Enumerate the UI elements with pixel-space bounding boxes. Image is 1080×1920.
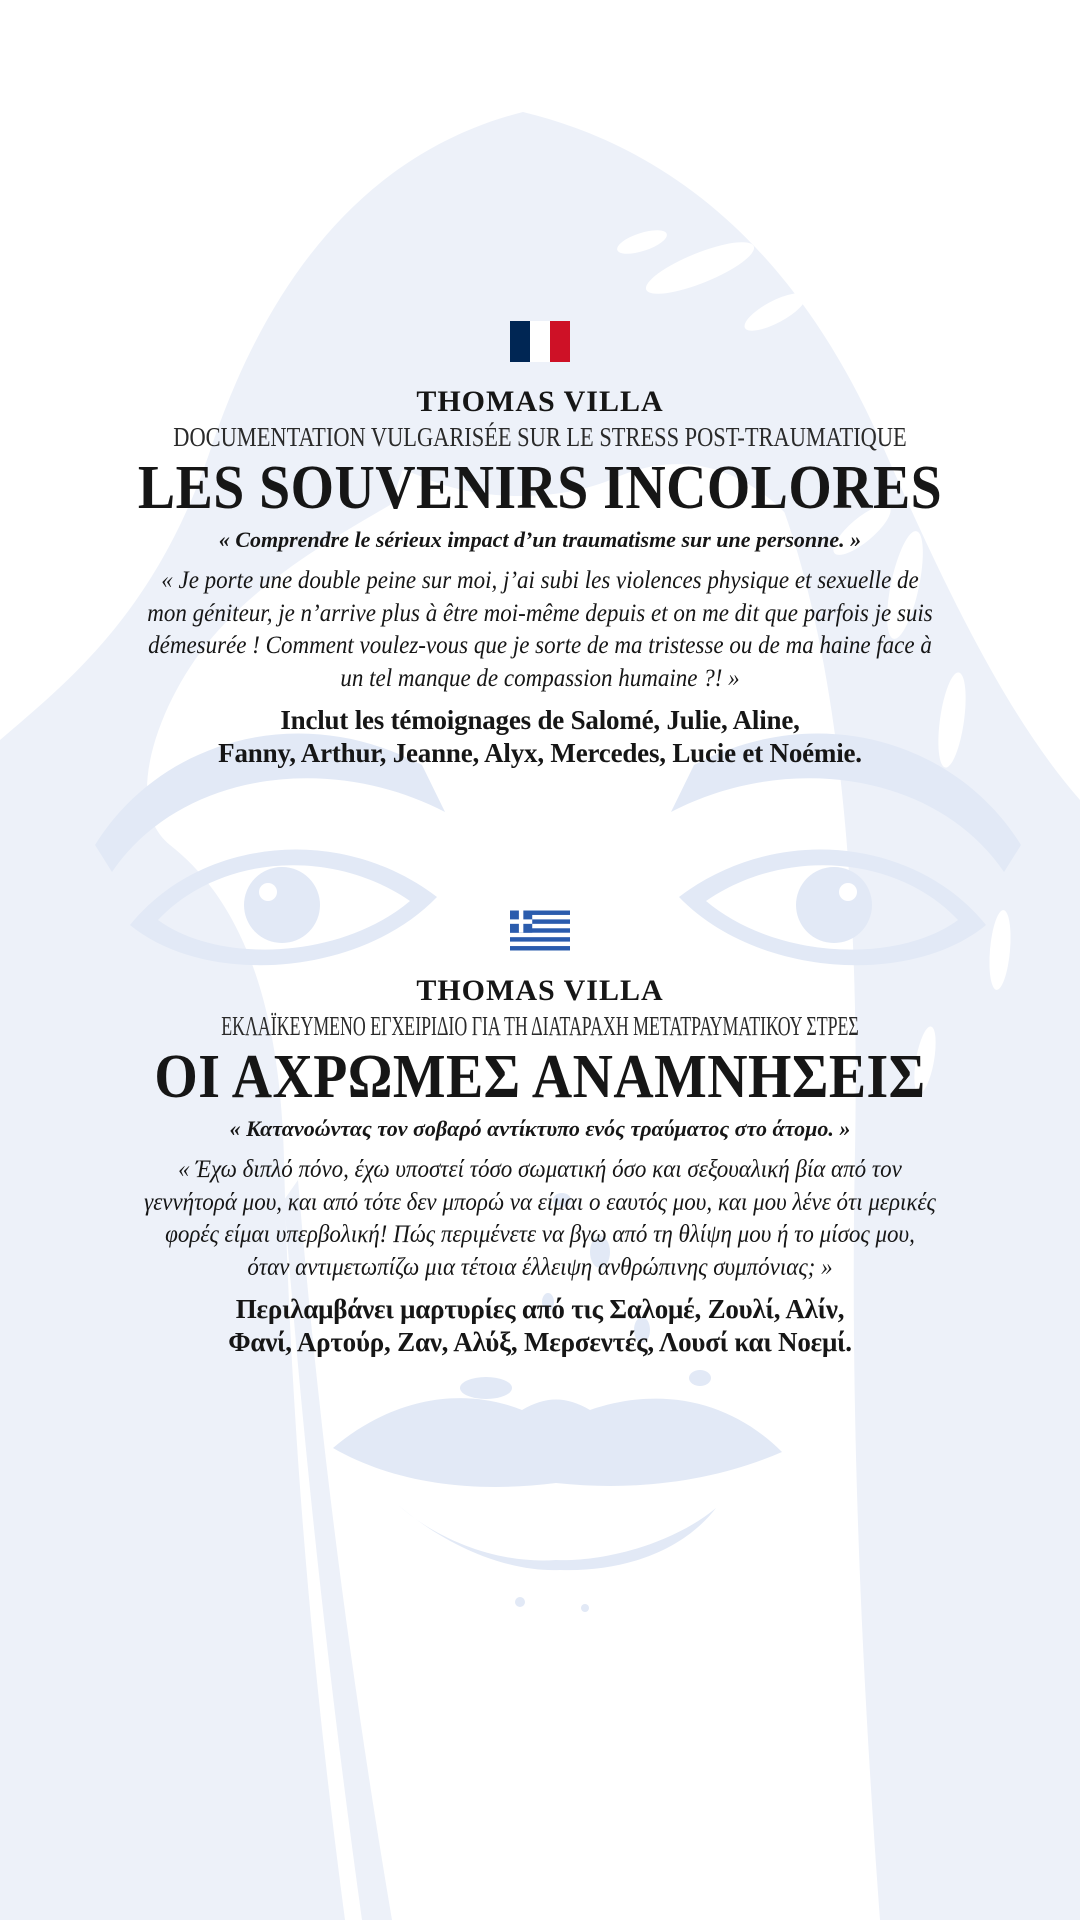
testimonials-line: Inclut les témoignages de Salomé, Julie, Aline, [280, 705, 800, 735]
greek-edition-section [0, 910, 1080, 1359]
quote-line: mon géniteur, je n’arrive plus à être moi-même depuis et on me dit que parfois je suis [147, 599, 933, 627]
author-name: THOMAS VILLA [416, 974, 664, 1007]
quote-line: un tel manque de compassion humaine ?! » [340, 664, 740, 692]
france-flag-icon [510, 321, 570, 362]
book-tagline: « Κατανοώντας τον σοβαρό αντίκτυπο ενός τραύματος στο άτομο. » [229, 1116, 851, 1141]
book-title: ΟΙ ΑΧΡΩΜΕΣ ΑΝΑΜΝΗΣΕΙΣ [154, 1043, 926, 1111]
quote-line: όταν αντιμετωπίζω μια τέτοια έλλειψη ανθρώπινης συμπόνιας; » [247, 1253, 833, 1281]
testimonials-note [0, 704, 1080, 770]
quote-line: « Έχω διπλό πόνο, έχω υποστεί τόσο σωματική όσο και σεξουαλική βία από τον [178, 1156, 902, 1183]
quote-line: démesurée ! Comment voulez-vous que je sorte de ma tristesse ou de ma haine face à [148, 632, 932, 659]
edition-subtitle: DOCUMENTATION VULGARISÉE SUR LE STRESS POST-TRAUMATIQUE [173, 422, 907, 452]
testimonials-note [0, 1293, 1080, 1359]
edition-subtitle: ΕΚΛΑΪΚΕΥΜΕΝΟ ΕΓΧΕΙΡΙΔΙΟ ΓΙΑ ΤΗ ΔΙΑΤΑΡΑΧΗ ΜΕΤΑΤΡΑΥΜΑΤΙΚΟΥ ΣΤΡΕΣ [221, 1011, 859, 1041]
quote-line: φορές είμαι υπερβολική! Πώς περιμένετε να βγω από τη θλίψη μου ή το μίσος μου, [165, 1221, 915, 1248]
testimonials-line: Περιλαμβάνει μαρτυρίες από τις Σαλομέ, Ζουλί, Αλίν, [235, 1294, 845, 1324]
book-title: LES SOUVENIRS INCOLORES [137, 454, 943, 522]
quote-line: γεννήτορά μου, και από τότε δεν μπορώ να είμαι ο εαυτός μου, και μου λένε ότι μερικές [144, 1188, 936, 1216]
quote-line: « Je porte une double peine sur moi, j’ai subi les violences physique et sexuelle de [161, 567, 919, 594]
book-tagline: « Comprendre le sérieux impact d’un traumatisme sur une personne. » [218, 527, 862, 552]
greece-flag-icon [510, 910, 570, 951]
testimonials-line: Φανί, Αρτούρ, Ζαν, Αλύξ, Μερσεντές, Λουσί και Νοεμί. [228, 1327, 852, 1357]
pull-quote [0, 1154, 1080, 1284]
author-name: THOMAS VILLA [416, 385, 664, 418]
pull-quote [0, 565, 1080, 695]
testimonials-line: Fanny, Arthur, Jeanne, Alyx, Mercedes, Lucie et Noémie. [218, 738, 862, 768]
french-edition-section [0, 321, 1080, 770]
